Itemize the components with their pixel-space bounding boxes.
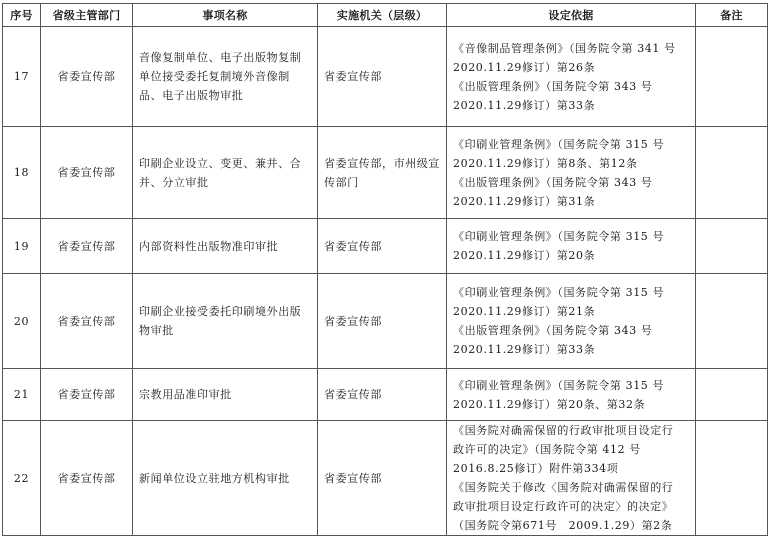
header-no: 序号 [3,4,41,27]
basis-line: （国务院令第671号 2009.1.29）第2条 [453,519,673,532]
row-item-name: 印刷企业设立、变更、兼并、合并、分立审批 [133,127,318,219]
row-note [696,421,768,536]
basis-line: 《国务院关于修改〈国务院对确需保留的行 [453,481,674,494]
row-item-name: 音像复制单位、电子出版物复制单位接受委托复制境外音像制品、电子出版物审批 [133,27,318,127]
header-org: 实施机关（层级） [318,4,447,27]
table-row [3,127,768,219]
basis-line: 《印刷业管理条例》（国务院令第 315 号 [453,286,665,299]
row-no: 22 [3,421,41,536]
row-org: 省委宣传部 [318,274,447,369]
row-item-name: 内部资料性出版物准印审批 [133,219,318,274]
table-body [3,27,768,536]
row-basis [447,27,696,127]
row-basis [447,369,696,421]
row-dept: 省委宣传部 [41,127,133,219]
basis-line: 《出版管理条例》（国务院令第 343 号 [453,175,653,189]
row-note [696,219,768,274]
licensing-items-table [2,3,768,536]
header-basis: 设定依据 [447,4,696,27]
header-note: 备注 [696,4,768,27]
row-no: 21 [3,369,41,421]
basis-line: 《印刷业管理条例》（国务院令第 315 号 [453,137,665,151]
row-dept: 省委宣传部 [41,421,133,536]
row-no: 20 [3,274,41,369]
row-item-name: 新闻单位设立驻地方机构审批 [133,421,318,536]
row-no: 18 [3,127,41,219]
row-org: 省委宣传部 [318,27,447,127]
table-row [3,369,768,421]
row-dept: 省委宣传部 [41,27,133,127]
row-note [696,127,768,219]
row-note [696,27,768,127]
row-dept: 省委宣传部 [41,369,133,421]
row-dept: 省委宣传部 [41,219,133,274]
basis-line: 《印刷业管理条例》（国务院令第 315 号 [453,378,665,392]
basis-line: 《印刷业管理条例》（国务院令第 315 号 [453,230,665,243]
basis-line: 2020.11.29修订）第20条、第32条 [453,397,646,411]
basis-line: 政许可的决定》（国务院令第 412 号 [453,443,641,456]
row-org: 省委宣传部，市州级宣传部门 [318,127,447,219]
table-row [3,219,768,274]
basis-line: 2020.11.29修订）第26条 [453,60,596,74]
basis-line: 《出版管理条例》（国务院令第 343 号 [453,79,653,93]
row-no: 17 [3,27,41,127]
row-basis [447,219,696,274]
row-item-name: 宗教用品准印审批 [133,369,318,421]
basis-line: 2020.11.29修订）第21条 [453,305,596,318]
basis-line: 《出版管理条例》（国务院令第 343 号 [453,324,653,337]
basis-line: 2020.11.29修订）第33条 [453,98,596,112]
table-row [3,27,768,127]
header-row [3,4,768,27]
row-basis [447,421,696,536]
row-note [696,274,768,369]
row-note [696,369,768,421]
basis-line: 2016.8.25修订）附件第334项 [453,462,619,475]
basis-line: 《国务院对确需保留的行政审批项目设定行 [453,424,674,437]
row-item-name: 印刷企业接受委托印刷境外出版物审批 [133,274,318,369]
row-basis [447,274,696,369]
basis-line: 《音像制品管理条例》（国务院令第 341 号 [453,41,676,55]
table-row [3,421,768,536]
header-name: 事项名称 [133,4,318,27]
row-no: 19 [3,219,41,274]
header-dept: 省级主管部门 [41,4,133,27]
row-basis [447,127,696,219]
table-row [3,274,768,369]
basis-line: 2020.11.29修订）第8条、第12条 [453,156,638,170]
basis-line: 2020.11.29修订）第20条 [453,249,596,262]
row-org: 省委宣传部 [318,219,447,274]
row-dept: 省委宣传部 [41,274,133,369]
row-org: 省委宣传部 [318,421,447,536]
basis-line: 政审批项目设定行政许可的决定〉的决定》 [453,500,674,513]
row-org: 省委宣传部 [318,369,447,421]
basis-line: 2020.11.29修订）第31条 [453,194,596,208]
basis-line: 2020.11.29修订）第33条 [453,343,596,356]
